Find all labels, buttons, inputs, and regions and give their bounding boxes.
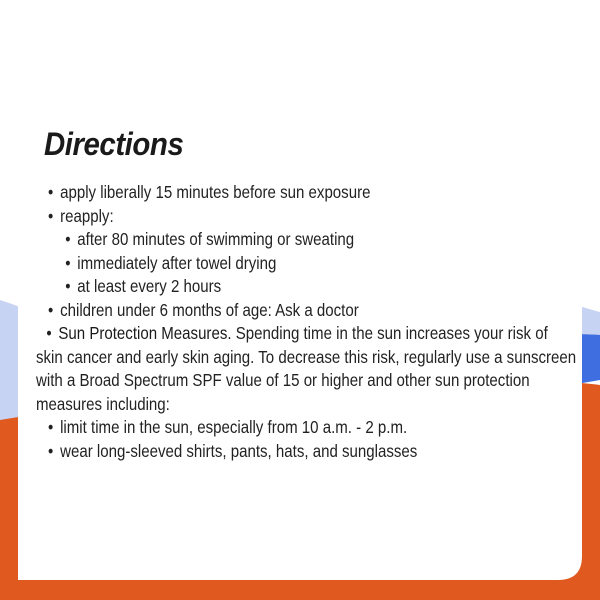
sun-protection-paragraph <box>36 322 578 416</box>
sub-list-item <box>36 275 505 299</box>
sun-protection-body: Spending time in the sun increases your risk of skin cancer and early skin aging. To decrease this risk, regularly use a sunscreen with a Broad Spectrum SPF value of 15 or higher and other sun protection measures including: <box>36 323 577 414</box>
bullet-icon: • <box>46 323 52 343</box>
list-item <box>36 181 505 205</box>
list-item-text: apply liberally 15 minutes before sun exposure <box>60 182 371 202</box>
bullet-icon: • <box>48 440 54 461</box>
bullet-icon: • <box>48 182 54 202</box>
sun-protection-heading: Sun Protection Measures. <box>58 323 232 343</box>
sub-list-item <box>36 228 505 252</box>
list-item-text: immediately after towel drying <box>77 252 277 273</box>
bullet-icon: • <box>65 276 71 296</box>
list-item <box>36 440 505 464</box>
bullet-icon: • <box>65 252 71 273</box>
bullet-icon: • <box>48 299 54 320</box>
bullet-icon: • <box>48 417 54 437</box>
list-item <box>36 205 505 229</box>
list-item-text: limit time in the sun, especially from 10 a.m. - 2 p.m. <box>60 417 408 437</box>
sub-list-item <box>36 252 505 276</box>
list-item-text: children under 6 months of age: Ask a doctor <box>60 299 359 320</box>
bullet-icon: • <box>65 229 71 249</box>
bullet-icon: • <box>48 205 54 226</box>
list-item-text: wear long-sleeved shirts, pants, hats, and sunglasses <box>60 440 418 461</box>
list-item-text: reapply: <box>60 205 114 226</box>
list-item-text: at least every 2 hours <box>77 276 222 296</box>
directions-section <box>36 126 581 463</box>
list-item <box>36 299 505 323</box>
directions-title: Directions <box>44 126 184 162</box>
list-item-text: after 80 minutes of swimming or sweating <box>77 229 355 249</box>
list-item <box>36 416 505 440</box>
